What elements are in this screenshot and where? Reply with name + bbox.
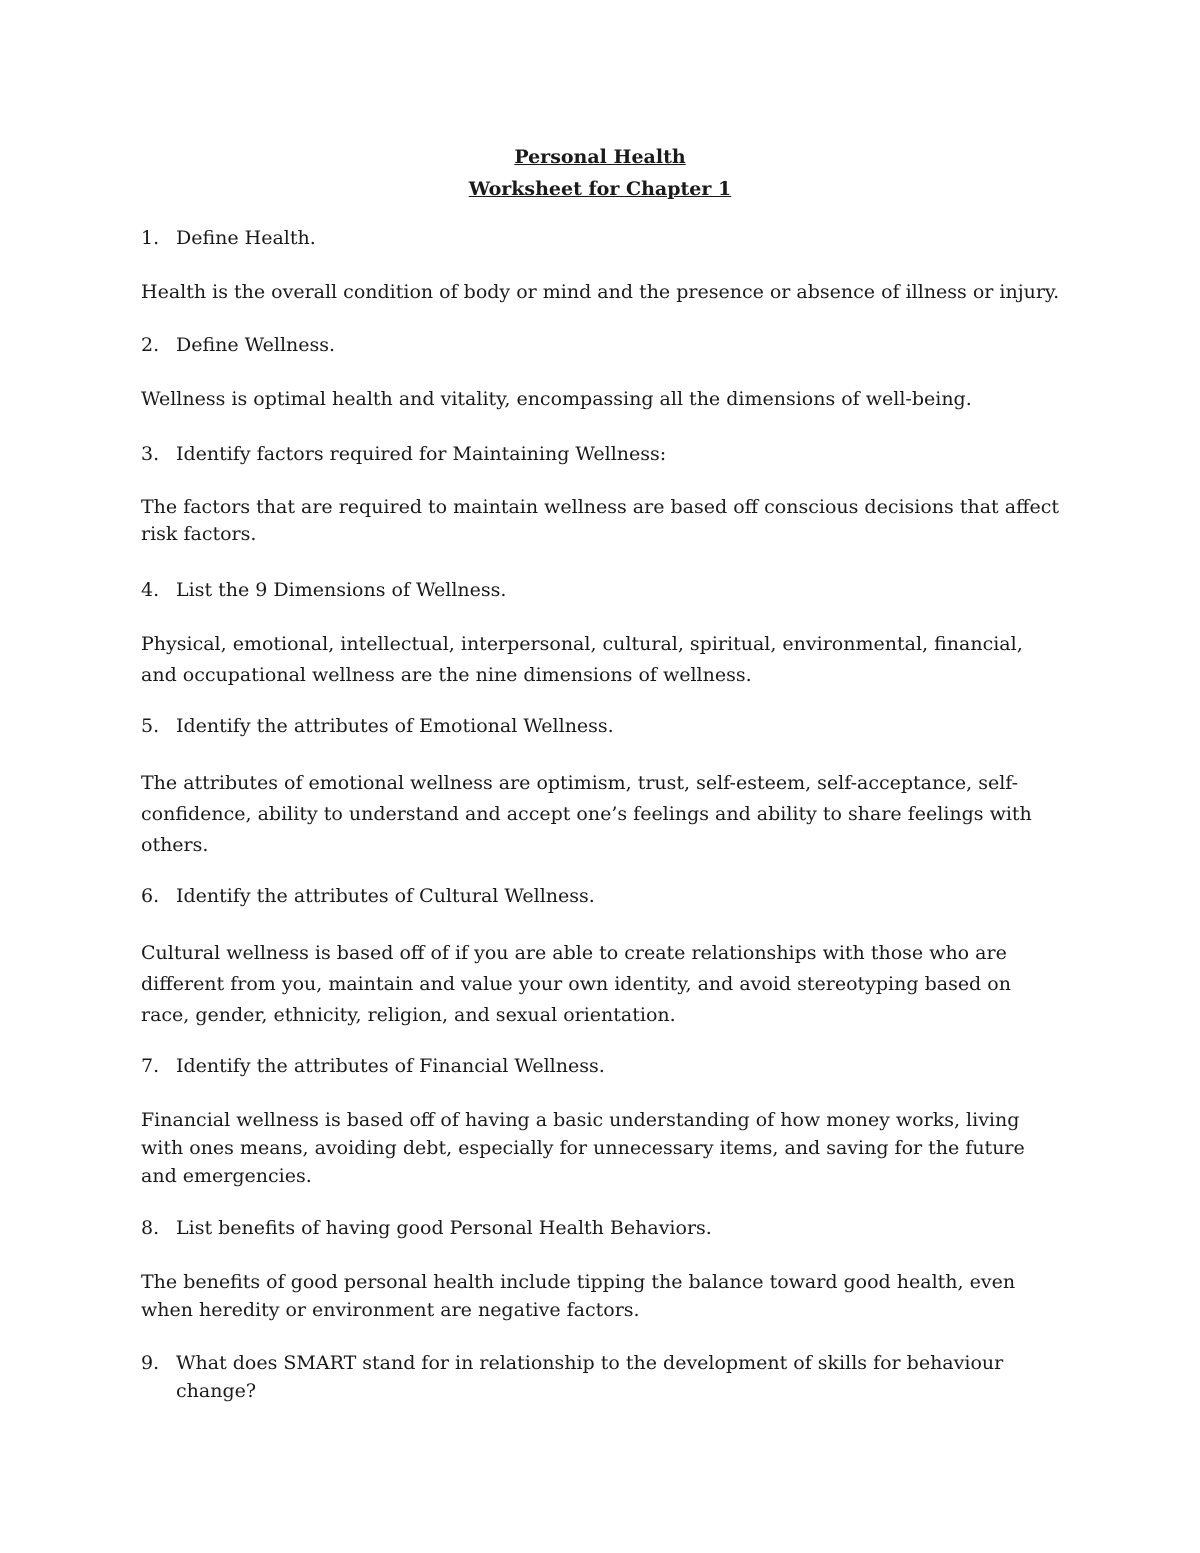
question-1 <box>141 224 1061 252</box>
question-9 <box>141 1349 1061 1405</box>
answer-3: The factors that are required to maintain wellness are based off conscious decisions that affect risk factors. <box>141 496 1060 545</box>
answer-5: The attributes of emotional wellness are optimism, trust, self-esteem, self-acceptance, self-confidence, ability to understand and accept one’s feelings and ability to share feelings with others. <box>141 772 1032 856</box>
question-number: 9. <box>141 1352 160 1374</box>
question-5 <box>141 712 1061 740</box>
question-8 <box>141 1214 1061 1242</box>
question-text: List the 9 Dimensions of Wellness. <box>176 579 507 601</box>
question-text: Identify the attributes of Cultural Wellness. <box>176 885 595 907</box>
question-number: 8. <box>141 1217 160 1239</box>
answer-2: Wellness is optimal health and vitality, encompassing all the dimensions of well-being. <box>141 388 972 410</box>
question-text: Define Wellness. <box>176 334 336 356</box>
question-number: 2. <box>141 334 160 356</box>
question-2 <box>141 331 1061 359</box>
answer-7: Financial wellness is based off of having a basic understanding of how money works, living with ones means, avoiding debt, especially for unnecessary items, and saving for the future and emergencies. <box>141 1109 1025 1187</box>
question-text: Define Health. <box>176 227 316 249</box>
answer-6: Cultural wellness is based off of if you are able to create relationships with those who are different from you, maintain and value your own identity, and avoid stereotyping based on race, gender, ethnicity, religion, and sexual orientation. <box>141 942 1011 1026</box>
answer-4: Physical, emotional, intellectual, interpersonal, cultural, spiritual, environmental, financial, and occupational wellness are the nine dimensions of wellness. <box>141 633 1023 686</box>
question-text: List benefits of having good Personal Health Behaviors. <box>176 1217 712 1239</box>
question-4 <box>141 576 1061 604</box>
question-6 <box>141 882 1061 910</box>
question-text: What does SMART stand for in relationship to the development of skills for behaviour change? <box>176 1352 1004 1402</box>
question-number: 1. <box>141 227 160 249</box>
answer-8: The benefits of good personal health include tipping the balance toward good health, even when heredity or environment are negative factors. <box>141 1271 1016 1321</box>
document-title: Personal Health <box>514 146 686 168</box>
question-number: 5. <box>141 715 160 737</box>
answer-1: Health is the overall condition of body or mind and the presence or absence of illness or injury. <box>141 281 1060 303</box>
document-subtitle: Worksheet for Chapter 1 <box>468 178 732 200</box>
question-7 <box>141 1052 1061 1080</box>
question-number: 7. <box>141 1055 160 1077</box>
question-text: Identify the attributes of Financial Wellness. <box>176 1055 605 1077</box>
question-text: Identify factors required for Maintaining Wellness: <box>176 443 667 465</box>
question-number: 4. <box>141 579 160 601</box>
question-number: 3. <box>141 443 160 465</box>
question-number: 6. <box>141 885 160 907</box>
question-text: Identify the attributes of Emotional Wellness. <box>176 715 614 737</box>
question-3 <box>141 440 1061 468</box>
